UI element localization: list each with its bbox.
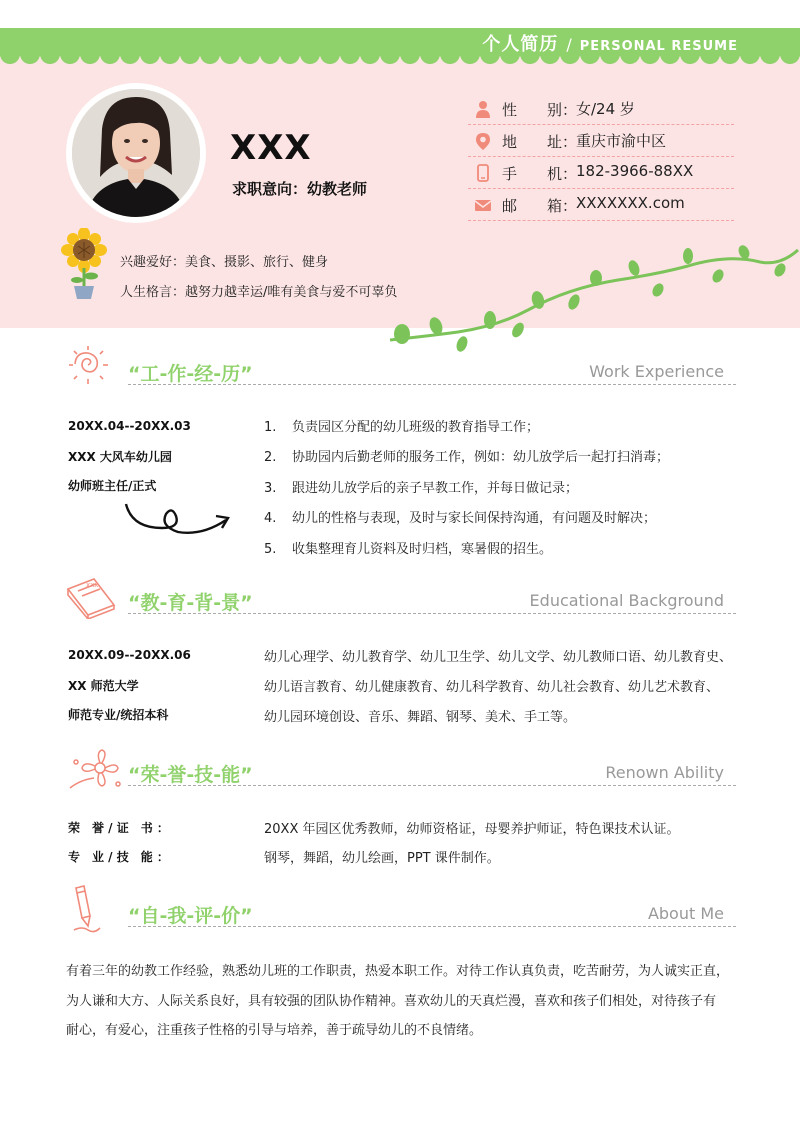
section-title-about: “自-我-评-价” (128, 905, 253, 927)
info-label: 邮 箱： (502, 197, 578, 215)
skill-label: 专 业 / 技 能 ： (68, 850, 169, 864)
section-divider (128, 613, 736, 614)
section-divider (128, 785, 736, 786)
list-item (264, 446, 670, 465)
candidate-name: XXX (230, 128, 312, 168)
banner-title (482, 30, 738, 56)
info-label: 性 别： (502, 101, 578, 119)
list-item (264, 477, 579, 496)
education-period: 20XX.09--20XX.06 (68, 648, 191, 662)
list-text: 协助园内后勤老师的服务工作，例如：幼儿放学后一起打扫消毒； (292, 450, 670, 465)
about-line: 耐心，有爱心，注重孩子性格的引导与培养，善于疏导幼儿的不良情绪。 (66, 1023, 483, 1038)
vine-decoration (388, 240, 800, 352)
work-period: 20XX.04--20XX.03 (68, 419, 191, 433)
info-row-address (468, 126, 734, 157)
section-divider (128, 384, 736, 385)
list-number: 2. (264, 450, 277, 465)
phone-icon (474, 164, 492, 182)
education-major: 师范专业/统招本科 (68, 708, 169, 722)
course-line: 幼儿园环境创设、音乐、舞蹈、钢琴、美术、手工等。 (264, 710, 577, 725)
list-text: 收集整理育儿资料及时归档，寒暑假的招生。 (292, 542, 553, 557)
list-text: 负责园区分配的幼儿班级的教育指导工作； (292, 420, 540, 435)
mail-icon (474, 196, 492, 214)
about-line: 为人谦和大方、人际关系良好，具有较强的团队协作精神。喜欢幼儿的天真烂漫，喜欢和孩子们相处，对待孩子有 (66, 994, 717, 1009)
info-value: 女/24 岁 (576, 100, 635, 118)
section-title-education: “教-育-背-景” (128, 592, 253, 614)
list-number: 1. (264, 420, 277, 435)
info-row-gender (468, 94, 734, 125)
section-title-honors: “荣-誉-技-能” (128, 764, 253, 786)
list-number: 4. (264, 511, 277, 526)
info-row-phone (468, 158, 734, 189)
list-text: 幼儿的性格与表现，及时与家长间保持沟通，有问题及时解决； (292, 511, 657, 526)
info-value: XXXXXXX.com (576, 194, 685, 212)
banner-title-cn: 个人简历 (482, 34, 559, 55)
banner-title-en: PERSONAL RESUME (579, 39, 738, 54)
section-title-work-en: Work Experience (589, 362, 724, 381)
job-objective: 求职意向：幼教老师 (232, 180, 368, 198)
info-value: 182-3966-88XX (576, 162, 694, 180)
profile-photo (72, 89, 200, 217)
svg-text:xxx: xxx (86, 581, 99, 589)
motto-text: 人生格言：越努力越幸运/唯有美食与爱不可辜负 (120, 285, 398, 300)
honor-value: 20XX 年园区优秀教师，幼师资格证，母婴养护师证，特色课技术认证。 (264, 822, 680, 837)
honor-label: 荣 誉 / 证 书 ： (68, 821, 169, 835)
list-item (264, 538, 553, 557)
skill-value: 钢琴，舞蹈，幼儿绘画，PPT 课件制作。 (264, 851, 500, 866)
info-row-email (468, 190, 734, 221)
education-school: XX 师范大学 (68, 679, 139, 693)
books-icon (64, 575, 118, 619)
list-number: 3. (264, 481, 277, 496)
course-line: 幼儿语言教育、幼儿健康教育、幼儿科学教育、幼儿社会教育、幼儿艺术教育、 (264, 680, 720, 695)
section-title-work: “工-作-经-历” (128, 363, 253, 385)
section-title-about-en: About Me (647, 904, 724, 923)
hobbies-text: 兴趣爱好：美食、摄影、旅行、健身 (120, 255, 329, 270)
flower-doodle-icon (66, 748, 126, 792)
info-label: 地 址： (502, 133, 578, 151)
location-pin-icon (474, 132, 492, 150)
work-position: 幼师班主任/正式 (68, 479, 157, 493)
list-number: 5. (264, 542, 277, 557)
list-text: 跟进幼儿放学后的亲子早教工作，并每日做记录； (292, 481, 579, 496)
banner-slash: / (566, 35, 572, 54)
spiral-sun-icon (66, 345, 110, 385)
about-line: 有着三年的幼教工作经验，熟悉幼儿班的工作职责，热爱本职工作。对待工作认真负责，吃苦耐劳，为人诚实正直， (66, 964, 730, 979)
list-item (264, 507, 657, 526)
info-value: 重庆市渝中区 (576, 132, 667, 150)
section-title-honors-en: Renown Ability (605, 763, 724, 782)
curly-arrow-icon (122, 498, 234, 542)
section-title-education-en: Educational Background (529, 591, 724, 610)
course-line: 幼儿心理学、幼儿教育学、幼儿卫生学、幼儿文学、幼儿教师口语、幼儿教育史、 (264, 650, 733, 665)
sunflower-icon (58, 228, 110, 300)
pencil-icon (70, 884, 102, 934)
person-icon (474, 100, 492, 118)
list-item (264, 416, 540, 435)
work-company: XXX 大风车幼儿园 (68, 450, 172, 464)
section-divider (128, 926, 736, 927)
info-label: 手 机： (502, 165, 578, 183)
